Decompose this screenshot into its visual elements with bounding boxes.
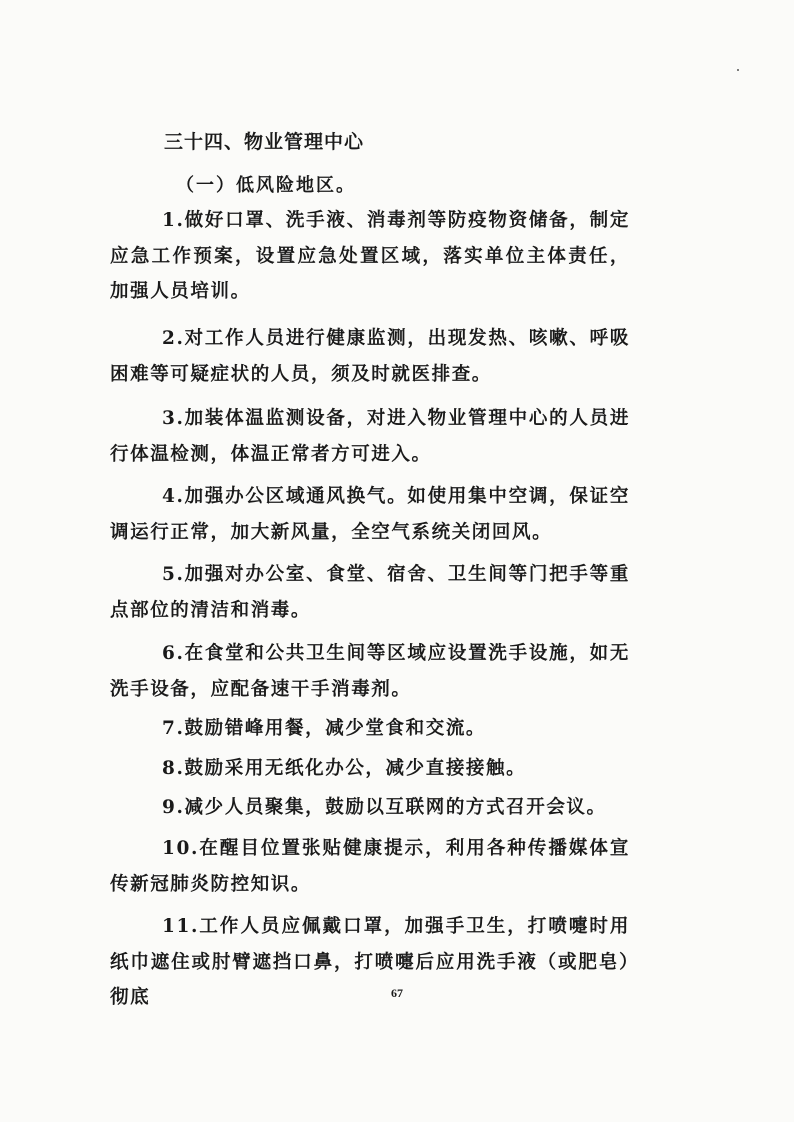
- scan-speck: [737, 69, 739, 71]
- list-item-8: 8.鼓励采用无纸化办公，减少直接接触。: [162, 758, 527, 779]
- list-item-7: 7.鼓励错峰用餐，减少堂食和交流。: [162, 718, 487, 739]
- list-item-6: 6.在食堂和公共卫生间等区域应设置洗手设施，如无洗手设备，应配备速干手消毒剂。: [110, 643, 630, 700]
- section-heading: 三十四、物业管理中心: [164, 131, 365, 153]
- list-item-3: 3.加装体温监测设备，对进入物业管理中心的人员进行体温检测，体温正常者方可进入。: [110, 408, 630, 465]
- list-item-5: 5.加强对办公室、食堂、宿舍、卫生间等门把手等重点部位的清洁和消毒。: [110, 564, 630, 621]
- subsection-heading: （一）低风险地区。: [176, 175, 356, 196]
- list-item-1: 1.做好口罩、洗手液、消毒剂等防疫物资储备，制定应急工作预案，设置应急处置区域，落实单位主体责任，加强人员培训。: [110, 210, 630, 302]
- list-item-11: 11.工作人员应佩戴口罩，加强手卫生，打喷嚏时用纸巾遮住或肘臂遮挡口鼻，打喷嚏后应用洗手液（或肥皂）彻底: [110, 916, 630, 1008]
- list-item-2: 2.对工作人员进行健康监测，出现发热、咳嗽、呼吸困难等可疑症状的人员，须及时就医排查。: [110, 328, 630, 385]
- list-item-9: 9.减少人员聚集，鼓励以互联网的方式召开会议。: [162, 797, 607, 818]
- list-item-4: 4.加强办公区域通风换气。如使用集中空调，保证空调运行正常，加大新风量，全空气系统关闭回风。: [110, 486, 630, 543]
- page-number: 67: [391, 986, 403, 1000]
- list-item-10: 10.在醒目位置张贴健康提示，利用各种传播媒体宣传新冠肺炎防控知识。: [110, 838, 630, 895]
